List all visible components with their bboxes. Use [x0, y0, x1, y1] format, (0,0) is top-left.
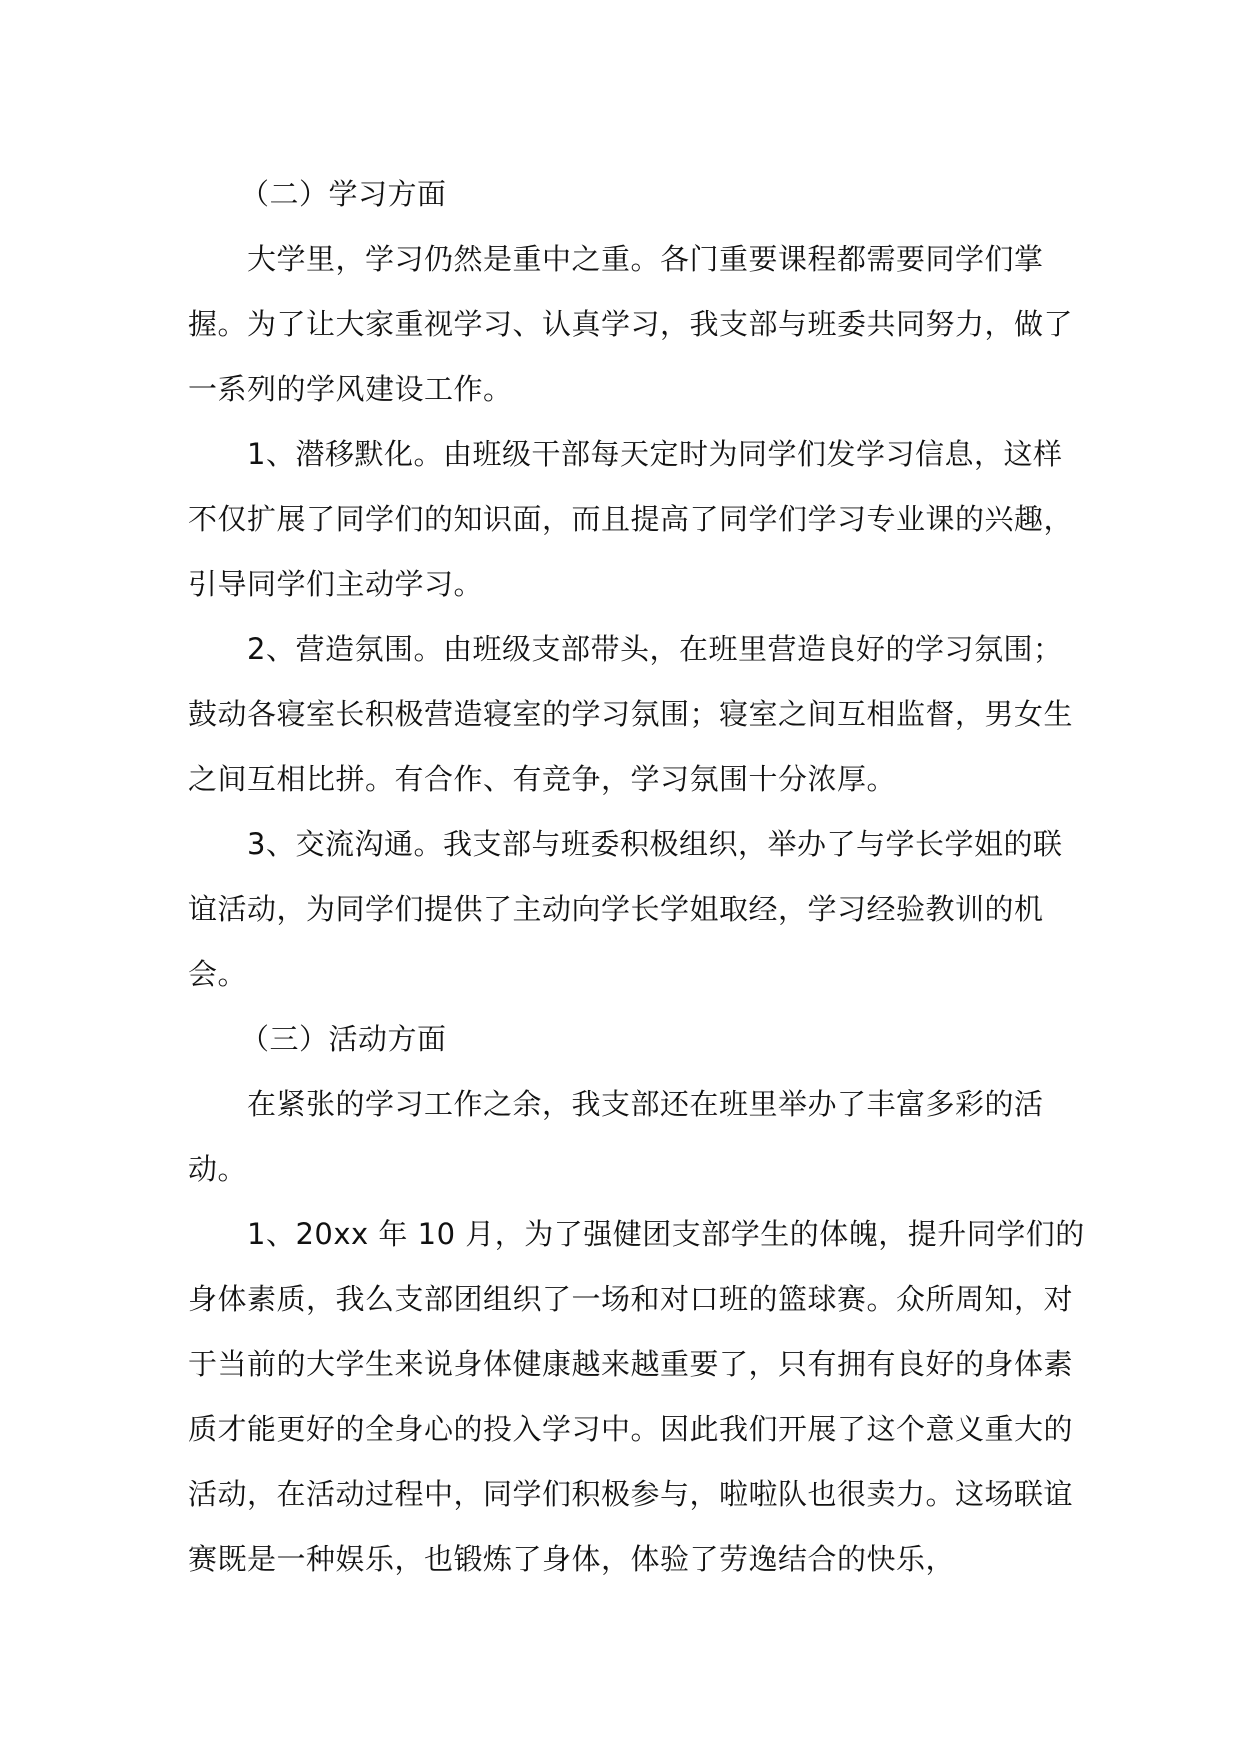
section-heading-study: （二）学习方面 — [240, 177, 447, 211]
paragraph-activities-item-1: 1、20xx 年 10 月，为了强健团支部学生的体魄，提升同学们的身体素质，我么支部团组织了一场和对口班的篮球赛。众所周知，对于当前的大学生来说身体健康越来越重要了，只有拥有良好的身体素质才能更好的全身心的投入学习中。因此我们开展了这个意义重大的活动，在活动过程中，同学们积极参与，啦啦队也很卖力。这场联谊赛既是一种娱乐，也锻炼了身体，体验了劳逸结合的快乐， — [188, 1217, 1085, 1576]
section-heading-activities: （三）活动方面 — [240, 1022, 447, 1056]
paragraph-study-intro: 大学里，学习仍然是重中之重。各门重要课程都需要同学们掌握。为了让大家重视学习、认真学习，我支部与班委共同努力，做了一系列的学风建设工作。 — [188, 242, 1074, 406]
paragraph-activities-intro: 在紧张的学习工作之余，我支部还在班里举办了丰富多彩的活动。 — [188, 1087, 1044, 1186]
document-body — [188, 162, 1088, 1592]
paragraph-study-item-3: 3、交流沟通。我支部与班委积极组织，举办了与学长学姐的联谊活动，为同学们提供了主动向学长学姐取经，学习经验教训的机会。 — [188, 827, 1063, 991]
paragraph-study-item-2: 2、营造氛围。由班级支部带头，在班里营造良好的学习氛围；鼓动各寝室长积极营造寝室的学习氛围；寝室之间互相监督，男女生之间互相比拼。有合作、有竞争，学习氛围十分浓厚。 — [188, 632, 1074, 796]
paragraph-study-item-1: 1、潜移默化。由班级干部每天定时为同学们发学习信息，这样不仅扩展了同学们的知识面，而且提高了同学们学习专业课的兴趣，引导同学们主动学习。 — [188, 437, 1074, 601]
